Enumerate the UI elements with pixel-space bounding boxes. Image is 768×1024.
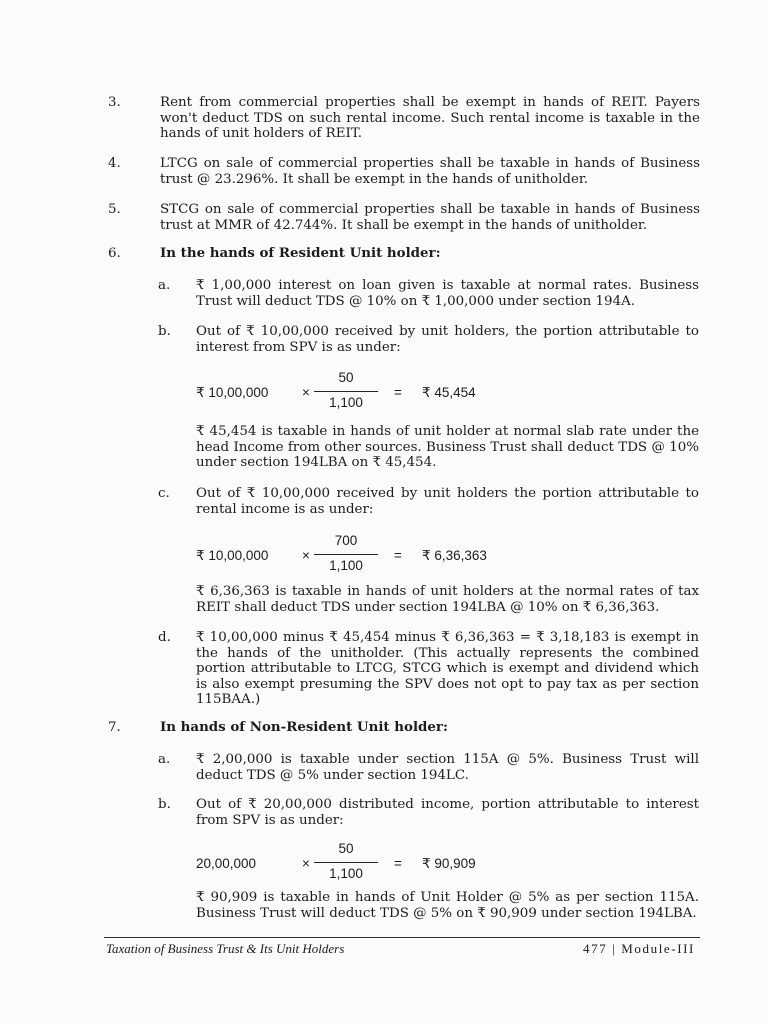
item-text-4: LTCG on sale of commercial properties shall be taxable in hands of Business trust @ 23.296%. It shall be exempt in the hands of unitholder. (160, 156, 700, 187)
equation-interest-resident (196, 370, 556, 416)
fraction-bar (314, 554, 378, 555)
resident-d-text: ₹ 10,00,000 minus ₹ 45,454 minus ₹ 6,36,363 = ₹ 3,18,183 is exempt in the hands of the unitholder. (This actually represents the combined portion attributable to LTCG, STCG which is exempt and dividend which is also exempt presuming the SPV does not opt to pay tax as per section 115BAA.) (196, 630, 699, 707)
nonresident-b-text: Out of ₹ 20,00,000 distributed income, portion attributable to interest from SPV is as under: (196, 797, 699, 828)
equation-lhs: 20,00,000 (196, 856, 257, 871)
fraction-numerator: 50 (338, 841, 354, 856)
item-number-5: 5. (108, 202, 121, 217)
item-text-3: Rent from commercial properties shall be exempt in hands of REIT. Payers won't deduct TDS on such rental income. Such rental income is taxable in the hands of unit holders of REIT. (160, 95, 700, 141)
resident-d-letter: d. (158, 630, 171, 645)
resident-c-letter: c. (158, 486, 170, 501)
resident-a-letter: a. (158, 278, 171, 293)
item-number-7: 7. (108, 720, 121, 735)
resident-c-note: ₹ 6,36,363 is taxable in hands of unit holders at the normal rates of tax REIT shall deduct TDS under section 194LBA @ 10% on ₹ 6,36,363. (196, 584, 699, 615)
item-number-4: 4. (108, 156, 121, 171)
equals-sign: = (394, 385, 402, 400)
resident-b-text: Out of ₹ 10,00,000 received by unit holders, the portion attributable to interest from SPV is as under: (196, 324, 699, 355)
nonresident-b-letter: b. (158, 797, 171, 812)
fraction-denominator: 1,100 (329, 866, 363, 881)
item-number-3: 3. (108, 95, 121, 110)
fraction-denominator: 1,100 (329, 395, 363, 410)
section-heading-nonresident: In hands of Non-Resident Unit holder: (160, 719, 448, 735)
nonresident-b-note: ₹ 90,909 is taxable in hands of Unit Holder @ 5% as per section 115A. Business Trust will deduct TDS @ 5% on ₹ 90,909 under section 194LBA. (196, 890, 699, 921)
item-text-5: STCG on sale of commercial properties shall be taxable in hands of Business trust at MMR of 42.744%. It shall be exempt in the hands of unitholder. (160, 202, 700, 233)
equation-result: ₹ 45,454 (422, 385, 476, 400)
fraction-numerator: 700 (334, 533, 358, 548)
multiply-sign: × (302, 856, 310, 871)
footer-book-title: Taxation of Business Trust & Its Unit Holders (106, 941, 345, 956)
resident-b-note: ₹ 45,454 is taxable in hands of unit holder at normal slab rate under the head Income from other sources. Business Trust shall deduct TDS @ 10% under section 194LBA on ₹ 45,454. (196, 424, 699, 470)
resident-a-text: ₹ 1,00,000 interest on loan given is taxable at normal rates. Business Trust will deduct TDS @ 10% on ₹ 1,00,000 under section 194A. (196, 278, 699, 309)
multiply-sign: × (302, 385, 310, 400)
equation-result: ₹ 90,909 (422, 856, 476, 871)
fraction-bar (314, 391, 378, 392)
nonresident-a-letter: a. (158, 752, 171, 767)
resident-b-letter: b. (158, 324, 171, 339)
multiply-sign: × (302, 548, 310, 563)
section-heading-resident: In the hands of Resident Unit holder: (160, 245, 441, 261)
footer-rule (104, 937, 700, 938)
equation-result: ₹ 6,36,363 (422, 548, 487, 563)
equation-interest-nonresident (196, 841, 556, 887)
nonresident-a-text: ₹ 2,00,000 is taxable under section 115A @ 5%. Business Trust will deduct TDS @ 5% under section 194LC. (196, 752, 699, 783)
item-number-6: 6. (108, 246, 121, 261)
resident-c-text: Out of ₹ 10,00,000 received by unit holders the portion attributable to rental income is as under: (196, 486, 699, 517)
equals-sign: = (394, 856, 402, 871)
equation-rental-resident (196, 533, 556, 579)
equation-lhs: ₹ 10,00,000 (196, 548, 269, 563)
equation-lhs: ₹ 10,00,000 (196, 385, 269, 400)
fraction-numerator: 50 (338, 370, 354, 385)
fraction-denominator: 1,100 (329, 558, 363, 573)
footer-page-number: 477 | Module-III (583, 941, 695, 956)
fraction-bar (314, 862, 378, 863)
equals-sign: = (394, 548, 402, 563)
